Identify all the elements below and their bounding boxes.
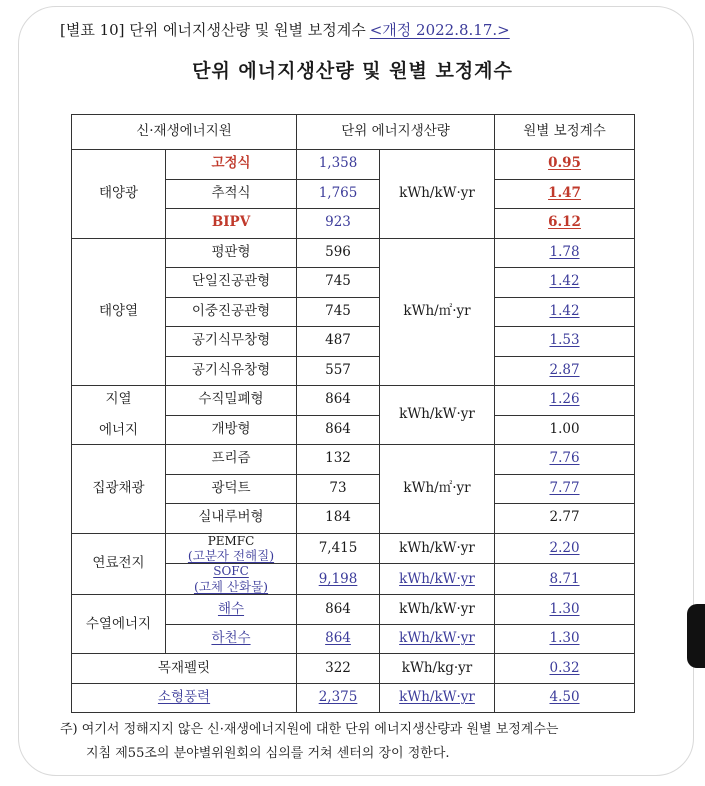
value-cell: 864 xyxy=(297,595,380,625)
group-solar-pv: 태양광 xyxy=(72,150,166,239)
value-cell: 745 xyxy=(297,268,380,298)
group-fuel-cell: 연료전지 xyxy=(72,533,166,595)
sub-name: 소형풍력 xyxy=(72,683,297,713)
table-row xyxy=(72,445,635,475)
value-cell: 557 xyxy=(297,356,380,386)
sub-name: 실내루버형 xyxy=(166,504,297,534)
factor-cell[interactable]: 4.50 xyxy=(495,683,635,713)
sub-name: 프리즘 xyxy=(166,445,297,475)
value-cell: 132 xyxy=(297,445,380,475)
sub-name: 해수 xyxy=(166,595,297,625)
value-cell: 1,358 xyxy=(297,150,380,180)
table-header-row xyxy=(72,115,635,150)
group-solar-thermal: 태양열 xyxy=(72,238,166,386)
unit-cell: kWh/kW·yr xyxy=(380,150,495,239)
unit-cell: kWh/kW·yr xyxy=(380,533,495,564)
edge-shape xyxy=(687,604,705,668)
table-row xyxy=(72,683,635,713)
factor-cell[interactable]: 1.30 xyxy=(495,595,635,625)
value-cell: 9,198 xyxy=(297,564,380,595)
revision-link[interactable]: <개정 2022.8.17.> xyxy=(369,21,510,39)
appendix-header xyxy=(60,19,510,40)
factor-cell[interactable]: 7.77 xyxy=(495,474,635,504)
sub-name xyxy=(166,564,297,595)
factor-cell[interactable]: 6.12 xyxy=(495,209,635,239)
value-cell: 184 xyxy=(297,504,380,534)
value-cell: 745 xyxy=(297,297,380,327)
unit-cell: kWh/kW·yr xyxy=(380,386,495,445)
factor-cell: 2.77 xyxy=(495,504,635,534)
sub-name: 공기식무창형 xyxy=(166,327,297,357)
sub-name-main: SOFC xyxy=(213,564,249,579)
sub-name-detail: (고분자 전해질) xyxy=(187,548,275,564)
sub-name: 광덕트 xyxy=(166,474,297,504)
group-hydrothermal: 수열에너지 xyxy=(72,595,166,654)
sub-name: 목재펠릿 xyxy=(72,654,297,684)
sub-name: 개방형 xyxy=(166,415,297,445)
appendix-label: [별표 10] 단위 에너지생산량 및 원별 보정계수 xyxy=(60,21,366,39)
factor-cell[interactable]: 1.47 xyxy=(495,179,635,209)
sub-name: 공기식유창형 xyxy=(166,356,297,386)
value-cell: 864 xyxy=(297,624,380,654)
sub-name: 고정식 xyxy=(166,150,297,180)
value-cell: 322 xyxy=(297,654,380,684)
group-daylighting: 집광채광 xyxy=(72,445,166,534)
value-cell: 7,415 xyxy=(297,533,380,564)
unit-cell: kWh/㎡·yr xyxy=(380,238,495,386)
sub-name: 평판형 xyxy=(166,238,297,268)
value-cell: 864 xyxy=(297,415,380,445)
value-cell: 923 xyxy=(297,209,380,239)
factor-cell[interactable]: 1.53 xyxy=(495,327,635,357)
energy-table xyxy=(71,114,635,713)
sub-name: 이중진공관형 xyxy=(166,297,297,327)
factor-cell[interactable]: 0.95 xyxy=(495,150,635,180)
table-row xyxy=(72,533,635,564)
table-row xyxy=(72,595,635,625)
footnote xyxy=(60,718,558,766)
unit-cell: kWh/kW·yr xyxy=(380,683,495,713)
table-row xyxy=(72,386,635,416)
value-cell: 1,765 xyxy=(297,179,380,209)
factor-cell[interactable]: 1.26 xyxy=(495,386,635,416)
factor-cell[interactable]: 1.78 xyxy=(495,238,635,268)
header-source: 신·재생에너지원 xyxy=(72,115,297,150)
page-title: 단위 에너지생산량 및 원별 보정계수 xyxy=(192,60,513,82)
factor-cell[interactable]: 2.20 xyxy=(495,533,635,564)
unit-cell: kWh/kW·yr xyxy=(380,624,495,654)
factor-cell[interactable]: 0.32 xyxy=(495,654,635,684)
table-row xyxy=(72,150,635,180)
sub-name: 하천수 xyxy=(166,624,297,654)
value-cell: 864 xyxy=(297,386,380,416)
value-cell: 73 xyxy=(297,474,380,504)
header-production: 단위 에너지생산량 xyxy=(297,115,495,150)
value-cell: 487 xyxy=(297,327,380,357)
factor-cell: 1.00 xyxy=(495,415,635,445)
unit-cell: kWh/kg·yr xyxy=(380,654,495,684)
sub-name xyxy=(166,533,297,564)
factor-cell[interactable]: 2.87 xyxy=(495,356,635,386)
footnote-line-2: 지침 제55조의 분야별위원회의 심의를 거쳐 센터의 장이 정한다. xyxy=(86,746,450,761)
factor-cell[interactable]: 8.71 xyxy=(495,564,635,595)
sub-name: 추적식 xyxy=(166,179,297,209)
header-factor: 원별 보정계수 xyxy=(495,115,635,150)
sub-name: 단일진공관형 xyxy=(166,268,297,298)
factor-cell[interactable]: 7.76 xyxy=(495,445,635,475)
factor-cell[interactable]: 1.30 xyxy=(495,624,635,654)
group-geothermal-line2: 에너지 xyxy=(98,421,139,438)
group-geothermal-line1: 지열 xyxy=(105,390,132,407)
factor-cell[interactable]: 1.42 xyxy=(495,297,635,327)
value-cell: 2,375 xyxy=(297,683,380,713)
sub-name-main: PEMFC xyxy=(207,533,255,548)
table-row xyxy=(72,654,635,684)
sub-name: BIPV xyxy=(166,209,297,239)
unit-cell: kWh/㎡·yr xyxy=(380,445,495,534)
group-geothermal xyxy=(72,386,166,445)
unit-cell: kWh/kW·yr xyxy=(380,595,495,625)
value-cell: 596 xyxy=(297,238,380,268)
unit-cell: kWh/kW·yr xyxy=(380,564,495,595)
table-row xyxy=(72,238,635,268)
footnote-line-1: 주) 여기서 정해지지 않은 신·재생에너지원에 대한 단위 에너지생산량과 원별 보정계수는 xyxy=(60,722,559,737)
factor-cell[interactable]: 1.42 xyxy=(495,268,635,298)
sub-name: 수직밀폐형 xyxy=(166,386,297,416)
sub-name-detail: (고체 산화물) xyxy=(193,578,269,594)
